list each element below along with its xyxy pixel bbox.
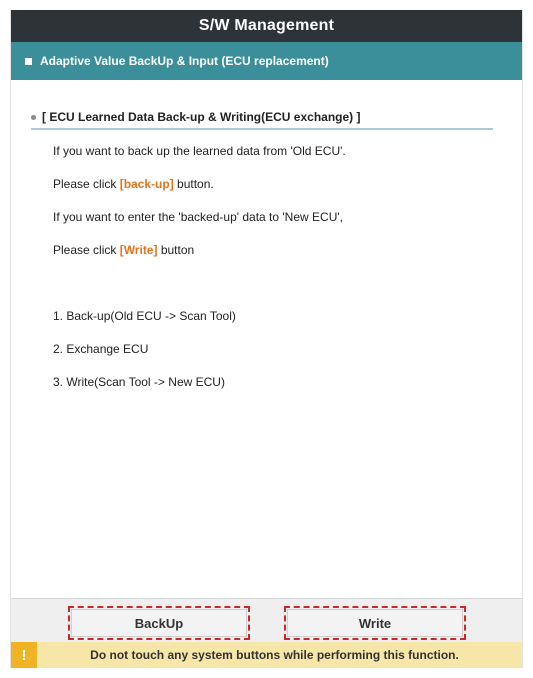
instruction-text: button.	[173, 177, 214, 191]
step-item: 2. Exchange ECU	[53, 342, 149, 356]
section-title: Adaptive Value BackUp & Input (ECU replacement)	[40, 54, 329, 68]
instruction-text: If you want to back up the learned data from 'Old ECU'.	[53, 144, 346, 158]
instruction-text: If you want to enter the 'backed-up' data to 'New ECU',	[53, 210, 343, 224]
instruction-line	[53, 144, 346, 158]
sw-management-window	[10, 10, 523, 668]
instruction-line	[53, 243, 194, 257]
bullet-icon	[31, 115, 36, 120]
write-button[interactable]: Write	[287, 609, 463, 637]
highlight-backup: [back-up]	[119, 177, 174, 191]
instruction-text: Please click	[53, 177, 120, 191]
backup-button[interactable]: BackUp	[71, 609, 247, 637]
step-item: 1. Back-up(Old ECU -> Scan Tool)	[53, 309, 236, 323]
button-bar	[11, 598, 522, 642]
highlight-write: [Write]	[119, 243, 158, 257]
backup-button-highlight	[68, 606, 250, 640]
instruction-text: Please click	[53, 243, 120, 257]
warning-bar	[11, 642, 522, 668]
write-button-highlight	[284, 606, 466, 640]
window-title: S/W Management	[198, 17, 335, 34]
warning-icon: !	[11, 642, 37, 668]
warning-text: Do not touch any system buttons while performing this function.	[90, 648, 459, 662]
content-heading-text: [ ECU Learned Data Back-up & Writing(ECU exchange) ]	[42, 110, 361, 124]
content-heading	[31, 106, 493, 130]
instruction-line	[53, 177, 214, 191]
content-area	[11, 80, 522, 598]
title-bar	[11, 10, 522, 42]
step-item: 3. Write(Scan Tool -> New ECU)	[53, 375, 225, 389]
instruction-line	[53, 210, 343, 224]
instruction-text: button	[157, 243, 195, 257]
square-icon	[25, 58, 32, 65]
section-header	[11, 42, 522, 80]
